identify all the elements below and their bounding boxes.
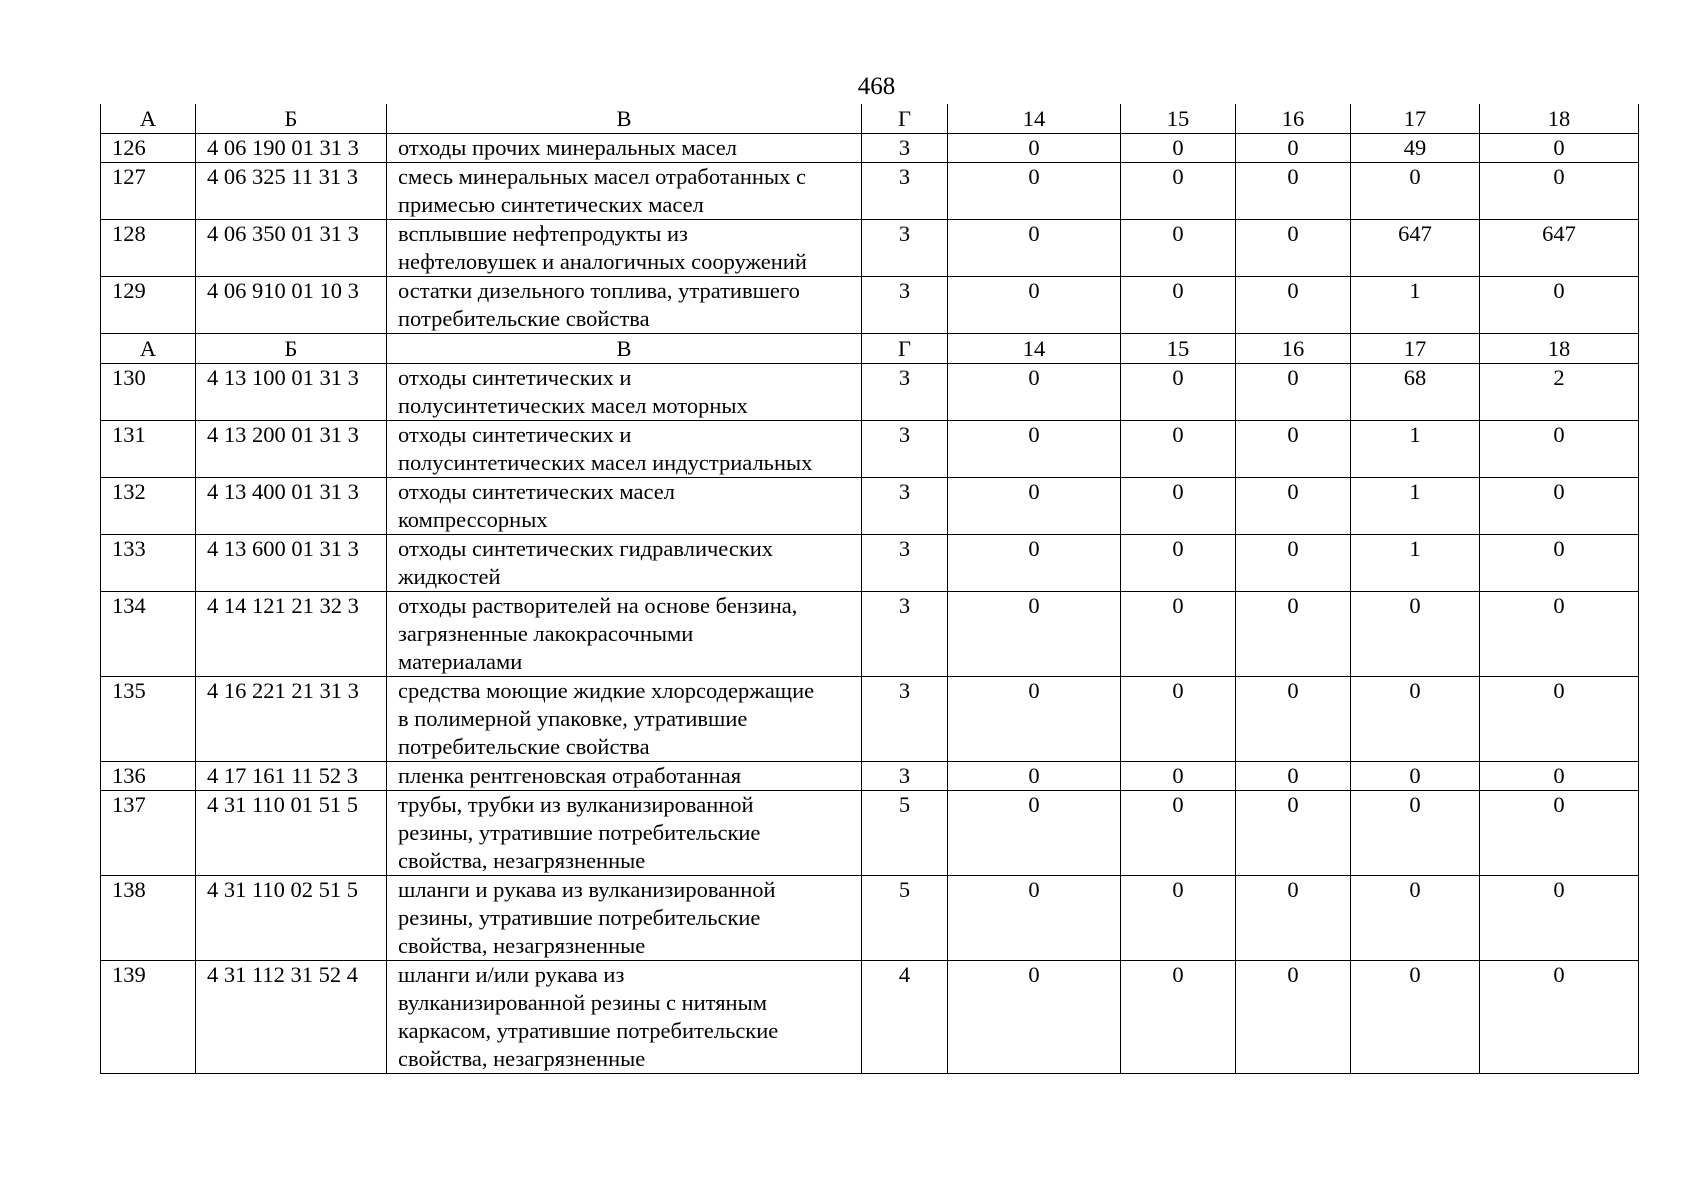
description-line: отходы синтетических и <box>398 365 632 390</box>
value-16: 0 <box>1236 220 1351 277</box>
value-16: 0 <box>1236 478 1351 535</box>
row-number: 139 <box>101 961 196 1074</box>
description-line: отходы синтетических масел <box>398 479 675 504</box>
value-18: 647 <box>1480 220 1639 277</box>
value-15: 0 <box>1121 220 1236 277</box>
description-line: резины, утратившие потребительские <box>398 820 761 845</box>
hazard-class: 5 <box>862 791 948 876</box>
description-line: полусинтетических масел моторных <box>398 393 748 418</box>
header-cell-col-17: 17 <box>1351 334 1480 364</box>
description-line: отходы прочих минеральных масел <box>398 135 737 160</box>
header-cell-col-b: Б <box>196 104 387 134</box>
description-line: каркасом, утратившие потребительские <box>398 1018 779 1043</box>
description-line: полусинтетических масел индустриальных <box>398 450 813 475</box>
description-line: нефтеловушек и аналогичных сооружений <box>398 249 807 274</box>
value-16: 0 <box>1236 364 1351 421</box>
value-18: 0 <box>1480 592 1639 677</box>
value-16: 0 <box>1236 592 1351 677</box>
value-14: 0 <box>948 762 1121 791</box>
table-row <box>101 478 1639 535</box>
row-number: 135 <box>101 677 196 762</box>
value-17: 1 <box>1351 478 1480 535</box>
description-line: примесью синтетических масел <box>398 192 704 217</box>
value-17: 1 <box>1351 277 1480 334</box>
description-line: свойства, незагрязненные <box>398 848 646 873</box>
header-cell-col-17: 17 <box>1351 104 1480 134</box>
value-14: 0 <box>948 134 1121 163</box>
waste-code: 4 31 110 02 51 5 <box>196 876 387 961</box>
header-cell-col-g: Г <box>862 334 948 364</box>
waste-table <box>100 104 1639 1074</box>
value-18: 2 <box>1480 364 1639 421</box>
waste-code: 4 06 910 01 10 3 <box>196 277 387 334</box>
waste-description <box>387 134 862 163</box>
value-16: 0 <box>1236 791 1351 876</box>
hazard-class: 3 <box>862 364 948 421</box>
description-line: жидкостей <box>398 564 501 589</box>
table-row <box>101 535 1639 592</box>
value-14: 0 <box>948 791 1121 876</box>
waste-code: 4 17 161 11 52 3 <box>196 762 387 791</box>
value-15: 0 <box>1121 762 1236 791</box>
hazard-class: 4 <box>862 961 948 1074</box>
row-number: 138 <box>101 876 196 961</box>
value-14: 0 <box>948 163 1121 220</box>
waste-description <box>387 677 862 762</box>
hazard-class: 3 <box>862 421 948 478</box>
value-18: 0 <box>1480 134 1639 163</box>
row-number: 132 <box>101 478 196 535</box>
header-cell-col-g: Г <box>862 104 948 134</box>
description-line: средства моющие жидкие хлорсодержащие <box>398 678 815 703</box>
table-row <box>101 791 1639 876</box>
header-cell-col-v: В <box>387 334 862 364</box>
table-body <box>101 104 1639 1074</box>
value-14: 0 <box>948 592 1121 677</box>
waste-description <box>387 277 862 334</box>
value-14: 0 <box>948 961 1121 1074</box>
value-17: 0 <box>1351 592 1480 677</box>
description-line: смесь минеральных масел отработанных с <box>398 164 806 189</box>
value-18: 0 <box>1480 478 1639 535</box>
description-line: вулканизированной резины с нитяным <box>398 990 767 1015</box>
waste-code: 4 13 200 01 31 3 <box>196 421 387 478</box>
header-cell-col-16: 16 <box>1236 334 1351 364</box>
value-15: 0 <box>1121 535 1236 592</box>
hazard-class: 3 <box>862 478 948 535</box>
value-18: 0 <box>1480 762 1639 791</box>
value-16: 0 <box>1236 277 1351 334</box>
value-17: 49 <box>1351 134 1480 163</box>
table-row <box>101 220 1639 277</box>
value-17: 1 <box>1351 421 1480 478</box>
header-cell-col-18: 18 <box>1480 334 1639 364</box>
hazard-class: 3 <box>862 535 948 592</box>
value-14: 0 <box>948 421 1121 478</box>
description-line: потребительские свойства <box>398 734 650 759</box>
value-14: 0 <box>948 478 1121 535</box>
description-line: в полимерной упаковке, утратившие <box>398 706 748 731</box>
row-number: 137 <box>101 791 196 876</box>
value-15: 0 <box>1121 134 1236 163</box>
value-15: 0 <box>1121 677 1236 762</box>
row-number: 127 <box>101 163 196 220</box>
description-line: свойства, незагрязненные <box>398 933 646 958</box>
table-row <box>101 134 1639 163</box>
waste-code: 4 13 600 01 31 3 <box>196 535 387 592</box>
header-cell-col-14: 14 <box>948 334 1121 364</box>
row-number: 128 <box>101 220 196 277</box>
waste-code: 4 13 100 01 31 3 <box>196 364 387 421</box>
table-header-row <box>101 334 1639 364</box>
value-16: 0 <box>1236 535 1351 592</box>
waste-description <box>387 592 862 677</box>
header-cell-col-18: 18 <box>1480 104 1639 134</box>
row-number: 126 <box>101 134 196 163</box>
value-18: 0 <box>1480 961 1639 1074</box>
description-line: потребительские свойства <box>398 306 650 331</box>
hazard-class: 3 <box>862 677 948 762</box>
value-18: 0 <box>1480 421 1639 478</box>
description-line: компрессорных <box>398 507 548 532</box>
waste-code: 4 31 112 31 52 4 <box>196 961 387 1074</box>
table-row <box>101 961 1639 1074</box>
header-cell-col-b: Б <box>196 334 387 364</box>
waste-code: 4 14 121 21 32 3 <box>196 592 387 677</box>
waste-code: 4 31 110 01 51 5 <box>196 791 387 876</box>
value-15: 0 <box>1121 791 1236 876</box>
waste-code: 4 06 350 01 31 3 <box>196 220 387 277</box>
table-header-row <box>101 104 1639 134</box>
row-number: 129 <box>101 277 196 334</box>
row-number: 134 <box>101 592 196 677</box>
value-16: 0 <box>1236 421 1351 478</box>
hazard-class: 3 <box>862 592 948 677</box>
hazard-class: 5 <box>862 876 948 961</box>
value-15: 0 <box>1121 421 1236 478</box>
value-16: 0 <box>1236 677 1351 762</box>
value-16: 0 <box>1236 762 1351 791</box>
description-line: трубы, трубки из вулканизированной <box>398 792 754 817</box>
waste-description <box>387 961 862 1074</box>
page-number: 468 <box>857 73 896 100</box>
table-row <box>101 163 1639 220</box>
header-cell-col-a: А <box>101 334 196 364</box>
header-cell-col-16: 16 <box>1236 104 1351 134</box>
waste-description <box>387 421 862 478</box>
value-17: 0 <box>1351 876 1480 961</box>
value-17: 647 <box>1351 220 1480 277</box>
value-14: 0 <box>948 277 1121 334</box>
description-line: остатки дизельного топлива, утратившего <box>398 278 800 303</box>
value-15: 0 <box>1121 961 1236 1074</box>
header-cell-col-14: 14 <box>948 104 1121 134</box>
hazard-class: 3 <box>862 277 948 334</box>
value-14: 0 <box>948 876 1121 961</box>
waste-description <box>387 478 862 535</box>
waste-description <box>387 762 862 791</box>
hazard-class: 3 <box>862 163 948 220</box>
table-row <box>101 277 1639 334</box>
waste-description <box>387 876 862 961</box>
value-15: 0 <box>1121 592 1236 677</box>
value-15: 0 <box>1121 478 1236 535</box>
row-number: 133 <box>101 535 196 592</box>
waste-code: 4 06 190 01 31 3 <box>196 134 387 163</box>
value-14: 0 <box>948 677 1121 762</box>
value-17: 0 <box>1351 791 1480 876</box>
row-number: 136 <box>101 762 196 791</box>
value-14: 0 <box>948 535 1121 592</box>
description-line: отходы растворителей на основе бензина, <box>398 593 798 618</box>
value-18: 0 <box>1480 791 1639 876</box>
value-18: 0 <box>1480 277 1639 334</box>
waste-description <box>387 220 862 277</box>
value-16: 0 <box>1236 876 1351 961</box>
header-cell-col-v: В <box>387 104 862 134</box>
description-line: пленка рентгеновская отработанная <box>398 763 742 788</box>
table-row <box>101 762 1639 791</box>
header-cell-col-15: 15 <box>1121 334 1236 364</box>
table-row <box>101 677 1639 762</box>
description-line: всплывшие нефтепродукты из <box>398 221 688 246</box>
value-17: 0 <box>1351 677 1480 762</box>
hazard-class: 3 <box>862 134 948 163</box>
header-cell-col-a: А <box>101 104 196 134</box>
value-14: 0 <box>948 364 1121 421</box>
hazard-class: 3 <box>862 762 948 791</box>
table-row <box>101 592 1639 677</box>
value-16: 0 <box>1236 163 1351 220</box>
value-15: 0 <box>1121 364 1236 421</box>
value-17: 68 <box>1351 364 1480 421</box>
waste-description <box>387 791 862 876</box>
value-18: 0 <box>1480 163 1639 220</box>
description-line: загрязненные лакокрасочными <box>398 621 694 646</box>
row-number: 131 <box>101 421 196 478</box>
description-line: материалами <box>398 649 523 674</box>
waste-code: 4 16 221 21 31 3 <box>196 677 387 762</box>
value-17: 0 <box>1351 762 1480 791</box>
value-17: 1 <box>1351 535 1480 592</box>
description-line: резины, утратившие потребительские <box>398 905 761 930</box>
waste-description <box>387 535 862 592</box>
description-line: шланги и рукава из вулканизированной <box>398 877 776 902</box>
description-line: отходы синтетических и <box>398 422 632 447</box>
waste-code: 4 13 400 01 31 3 <box>196 478 387 535</box>
table-row <box>101 364 1639 421</box>
table-row <box>101 421 1639 478</box>
table-row <box>101 876 1639 961</box>
value-17: 0 <box>1351 163 1480 220</box>
waste-description <box>387 163 862 220</box>
value-15: 0 <box>1121 277 1236 334</box>
description-line: отходы синтетических гидравлических <box>398 536 774 561</box>
description-line: свойства, незагрязненные <box>398 1046 646 1071</box>
value-16: 0 <box>1236 961 1351 1074</box>
description-line: шланги и/или рукава из <box>398 962 625 987</box>
hazard-class: 3 <box>862 220 948 277</box>
value-15: 0 <box>1121 876 1236 961</box>
value-14: 0 <box>948 220 1121 277</box>
value-18: 0 <box>1480 677 1639 762</box>
value-17: 0 <box>1351 961 1480 1074</box>
waste-code: 4 06 325 11 31 3 <box>196 163 387 220</box>
header-cell-col-15: 15 <box>1121 104 1236 134</box>
row-number: 130 <box>101 364 196 421</box>
value-15: 0 <box>1121 163 1236 220</box>
value-18: 0 <box>1480 535 1639 592</box>
value-16: 0 <box>1236 134 1351 163</box>
waste-description <box>387 364 862 421</box>
value-18: 0 <box>1480 876 1639 961</box>
